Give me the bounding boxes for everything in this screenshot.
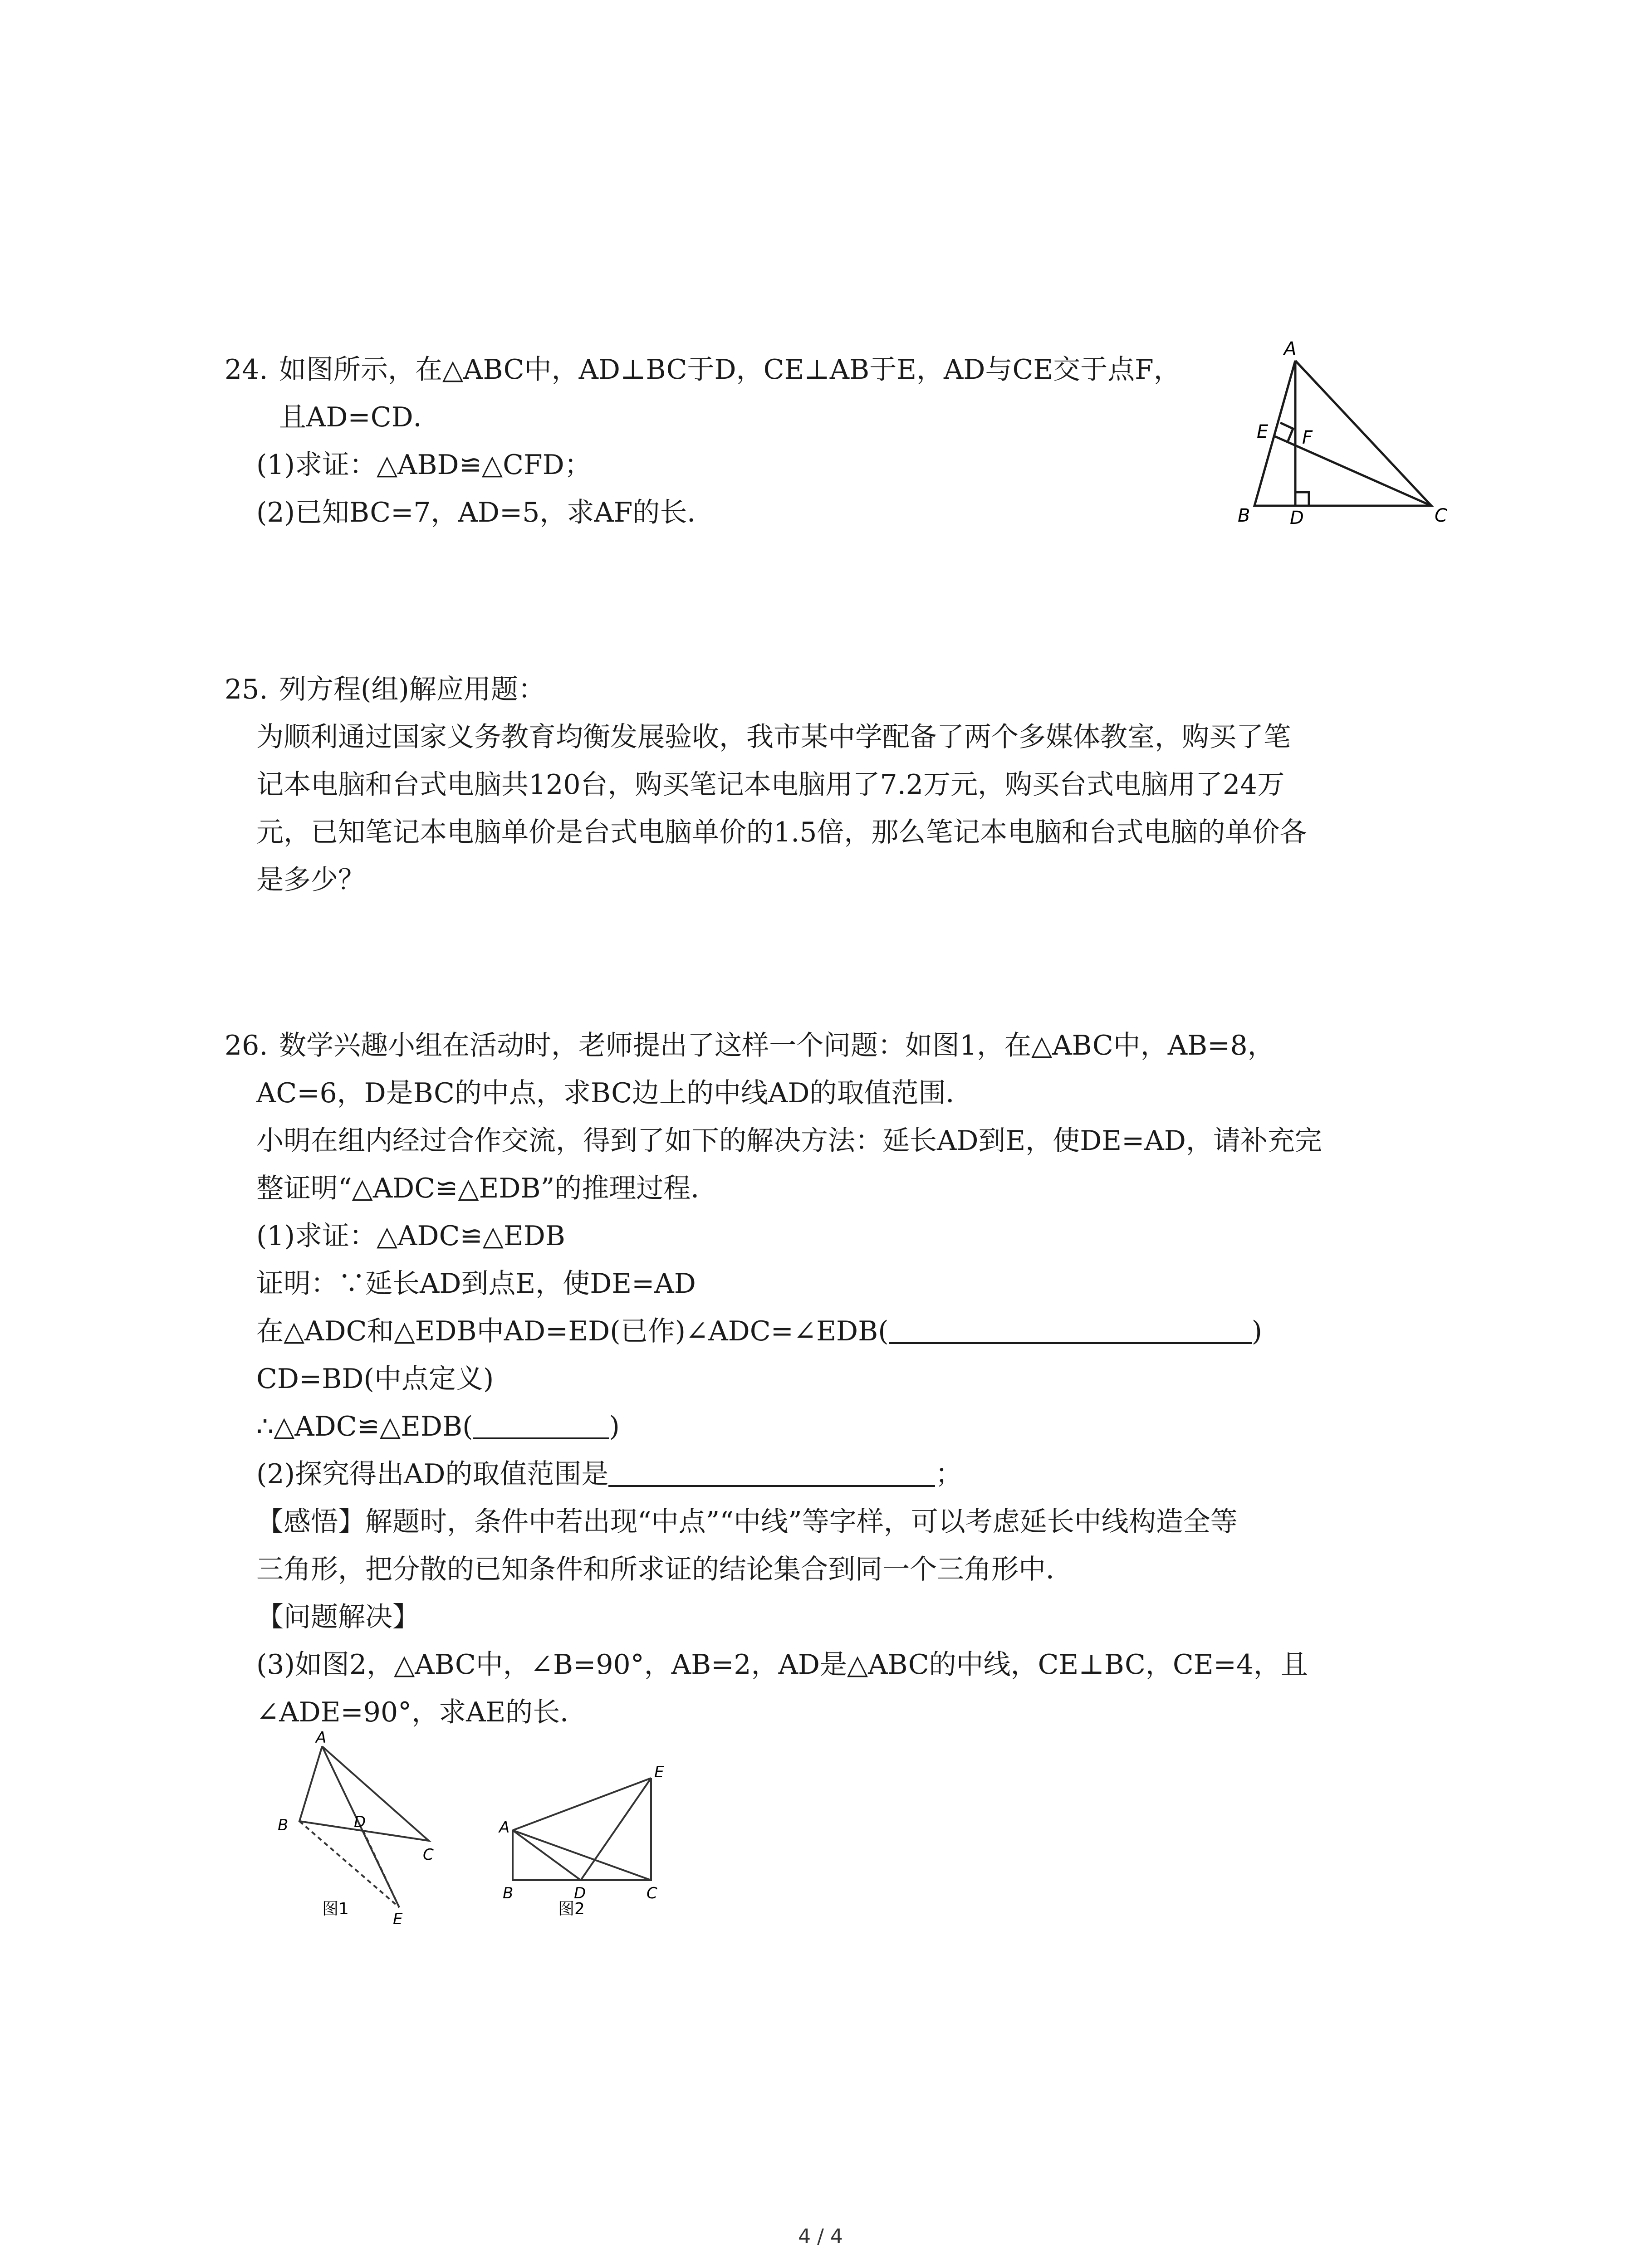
q26-proof2-close: ) — [1251, 1315, 1263, 1347]
q26-part1: (1)求证：△ADC≌△EDB — [256, 1220, 565, 1252]
q26-solve-title: 【问题解决】 — [256, 1601, 420, 1633]
q24-label-f: F — [1302, 427, 1313, 448]
fig2-ad — [513, 1830, 581, 1880]
fig1-label-c: C — [423, 1846, 434, 1864]
q24-line1: 如图所示，在△ABC中，AD⊥BC于D，CE⊥AB于E，AD与CE交于点F， — [279, 354, 1181, 386]
fig1-label-a: A — [316, 1729, 327, 1747]
q26-line3: 小明在组内经过合作交流，得到了如下的解决方法：延长AD到E，使DE=AD，请补充完 — [256, 1125, 1322, 1157]
q24-label-e: E — [1257, 421, 1269, 442]
fig2-de — [581, 1778, 651, 1880]
q24-right-angle-d — [1295, 492, 1309, 506]
fig2-label-e: E — [654, 1763, 664, 1781]
q25-line-2: 记本电脑和台式电脑共120台，购买笔记本电脑用了7.2万元，购买台式电脑用了24万 — [256, 769, 1285, 801]
fig2-label-a: A — [499, 1818, 510, 1837]
q26-blank-range[interactable] — [608, 1460, 935, 1487]
q24-label-b: B — [1238, 505, 1250, 526]
fig2-ac — [513, 1830, 651, 1880]
q24-part1: (1)求证：△ABD≌△CFD； — [256, 449, 592, 481]
fig2-frame — [513, 1778, 651, 1880]
q24-label-a: A — [1284, 338, 1297, 359]
q26-figure1 — [272, 1728, 463, 1928]
q26-proof2 — [256, 1313, 1262, 1349]
q26-part2 — [256, 1456, 962, 1492]
q26-line1: 数学兴趣小组在活动时，老师提出了这样一个问题：如图1，在△ABC中，AB=8， — [279, 1030, 1275, 1061]
q24-line2: 且AD=CD． — [279, 401, 441, 433]
fig2-label-d: D — [574, 1884, 586, 1902]
q26-proof4-text: ∴△ADC≌△EDB( — [256, 1411, 473, 1442]
q25-number: 25. — [225, 674, 268, 705]
q26-figure2 — [490, 1755, 690, 1919]
q24-triangle — [1254, 361, 1431, 506]
fig1-label-b: B — [278, 1816, 289, 1834]
fig1-label-d: D — [354, 1813, 366, 1831]
q25-line-3: 元，已知笔记本电脑单价是台式电脑单价的1.5倍，那么笔记本电脑和台式电脑的单价各 — [256, 816, 1307, 848]
q25-line-1: 为顺利通过国家义务教育均衡发展验收，我市某中学配备了两个多媒体教室，购买了笔 — [256, 721, 1291, 753]
fig2-label-c: C — [647, 1884, 657, 1902]
page-number: 4 / 4 — [798, 2225, 843, 2248]
q26-insight2: 三角形，把分散的已知条件和所求证的结论集合到同一个三角形中． — [256, 1554, 1073, 1585]
q26-part2-end: ； — [935, 1458, 963, 1490]
q26-part3-line2: ∠ADE=90°，求AE的长． — [256, 1696, 588, 1728]
q26-proof3: CD=BD(中点定义) — [256, 1363, 494, 1395]
q24-label-c: C — [1435, 505, 1447, 526]
fig2-caption: 图2 — [558, 1900, 585, 1918]
q26-blank-reason-angle[interactable] — [889, 1317, 1252, 1344]
fig1-caption: 图1 — [322, 1900, 349, 1918]
q25-line-4: 是多少？ — [256, 864, 365, 896]
fig2-ae — [513, 1778, 651, 1830]
q24-number: 24. — [225, 354, 268, 386]
q26-proof2-text: 在△ADC和△EDB中AD=ED(已作)∠ADC=∠EDB( — [256, 1315, 889, 1347]
q26-proof4-close: ) — [609, 1411, 620, 1442]
q26-part3-line1: (3)如图2，△ABC中，∠B=90°，AB=2，AD是△ABC的中线，CE⊥BC，CE=4，且 — [256, 1649, 1308, 1681]
q26-number: 26. — [225, 1030, 268, 1061]
q26-part2-text: (2)探究得出AD的取值范围是 — [256, 1458, 609, 1490]
q25-title: 列方程(组)解应用题： — [279, 674, 545, 705]
q26-proof4 — [256, 1408, 620, 1445]
q26-line4: 整证明“△ADC≌△EDB”的推理过程． — [256, 1173, 718, 1204]
q24-label-d: D — [1290, 508, 1304, 528]
q26-proof1: 证明：∵延长AD到点E，使DE=AD — [256, 1268, 696, 1300]
q24-altitude-ce — [1275, 436, 1431, 506]
fig1-label-e: E — [393, 1910, 403, 1928]
q26-insight1: 【感悟】解题时，条件中若出现“中点”“中线”等字样，可以考虑延长中线构造全等 — [256, 1506, 1238, 1538]
q24-figure — [1225, 336, 1461, 535]
q24-right-angle-e — [1280, 423, 1293, 441]
q26-blank-congruence-reason[interactable] — [473, 1412, 609, 1439]
q26-line2: AC=6，D是BC的中点，求BC边上的中线AD的取值范围． — [256, 1077, 973, 1109]
fig2-label-b: B — [503, 1884, 514, 1902]
q24-part2: (2)已知BC=7，AD=5，求AF的长． — [256, 497, 715, 528]
